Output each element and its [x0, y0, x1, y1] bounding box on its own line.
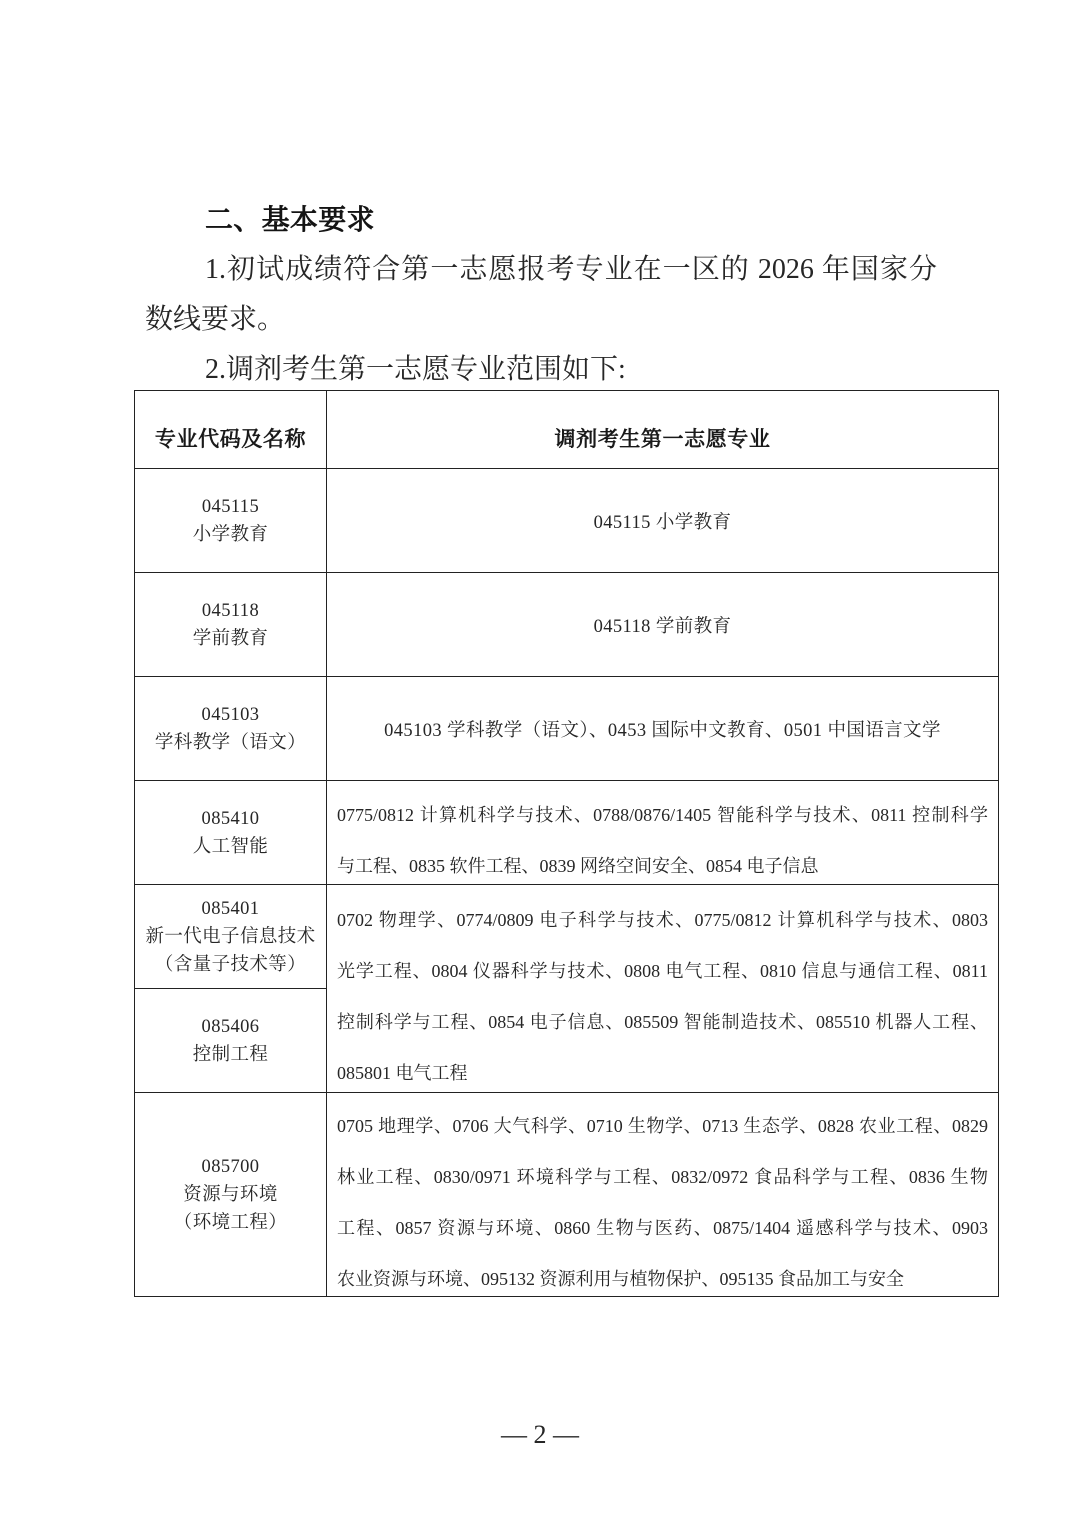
first-choice-line: 0705 地理学、0706 大气科学、0710 生物学、0713 生态学、0828 农业工程、0829	[337, 1115, 988, 1136]
first-choice-line: 085801 电气工程	[337, 1062, 468, 1083]
major-name: 人工智能	[192, 836, 269, 857]
major-name: 控制工程	[192, 1044, 269, 1065]
major-name: 学科教学（语文）	[154, 732, 307, 753]
first-choice-line: 控制科学与工程、0854 电子信息、085509 智能制造技术、085510 机器人工程、	[337, 1011, 988, 1032]
major-cell	[135, 1093, 327, 1297]
first-choice-line: 农业资源与环境、095132 资源利用与植物保护、095135 食品加工与安全	[337, 1268, 904, 1289]
first-choice-cell	[327, 1093, 999, 1297]
first-choice-cell	[327, 469, 999, 573]
major-code: 085410	[201, 808, 260, 829]
section-heading: 二、基本要求	[205, 204, 375, 235]
first-choice-line: 0702 物理学、0774/0809 电子科学与技术、0775/0812 计算机科学与技术、0803	[337, 909, 988, 930]
major-cell	[135, 885, 327, 989]
first-choice-line: 光学工程、0804 仪器科学与技术、0808 电气工程、0810 信息与通信工程、0811	[337, 960, 988, 981]
major-code: 085700	[201, 1156, 260, 1177]
first-choice-line: 045118 学前教育	[593, 616, 732, 637]
first-choice-line: 林业工程、0830/0971 环境科学与工程、0832/0972 食品科学与工程、0836 生物	[337, 1166, 988, 1187]
first-choice-line: 工程、0857 资源与环境、0860 生物与医药、0875/1404 遥感科学与技术、0903	[337, 1217, 988, 1238]
first-choice-line: 与工程、0835 软件工程、0839 网络空间安全、0854 电子信息	[337, 855, 819, 876]
major-name: 学前教育	[192, 628, 269, 649]
requirement-item-1	[145, 245, 937, 345]
major-code: 045115	[201, 496, 260, 517]
major-name: （环境工程）	[173, 1212, 288, 1233]
major-cell	[135, 469, 327, 573]
major-name: 资源与环境	[183, 1184, 278, 1205]
paragraph-line: 1.初试成绩符合第一志愿报考专业在一区的 2026 年国家分	[205, 254, 937, 285]
major-cell	[135, 989, 327, 1093]
major-cell	[135, 677, 327, 781]
first-choice-majors-table	[134, 390, 999, 1297]
major-cell	[135, 781, 327, 885]
first-choice-cell	[327, 677, 999, 781]
paragraph-line: 数线要求。	[145, 304, 286, 335]
first-choice-line: 0775/0812 计算机科学与技术、0788/0876/1405 智能科学与技术、0811 控制科学	[337, 804, 988, 825]
major-name: （含量子技术等）	[154, 954, 307, 975]
major-code: 085401	[201, 898, 260, 919]
first-choice-line: 045103 学科教学（语文）、0453 国际中文教育、0501 中国语言文学	[384, 720, 941, 741]
table-header-code-name: 专业代码及名称	[135, 391, 327, 469]
major-cell	[135, 573, 327, 677]
first-choice-line: 045115 小学教育	[593, 512, 732, 533]
page-number: — 2 —	[501, 1420, 579, 1449]
first-choice-cell	[327, 781, 999, 885]
major-code: 045118	[201, 600, 260, 621]
requirement-item-2: 2.调剂考生第一志愿专业范围如下:	[205, 354, 626, 385]
first-choice-text	[337, 790, 988, 886]
major-name: 小学教育	[192, 524, 269, 545]
major-code: 045103	[201, 704, 260, 725]
first-choice-text	[337, 895, 988, 1094]
first-choice-cell	[327, 573, 999, 677]
major-code: 085406	[201, 1016, 260, 1037]
first-choice-cell-merged	[327, 885, 999, 1093]
first-choice-text	[337, 1101, 988, 1298]
table-header-first-choice: 调剂考生第一志愿专业	[327, 391, 999, 469]
major-name: 新一代电子信息技术	[145, 926, 316, 947]
